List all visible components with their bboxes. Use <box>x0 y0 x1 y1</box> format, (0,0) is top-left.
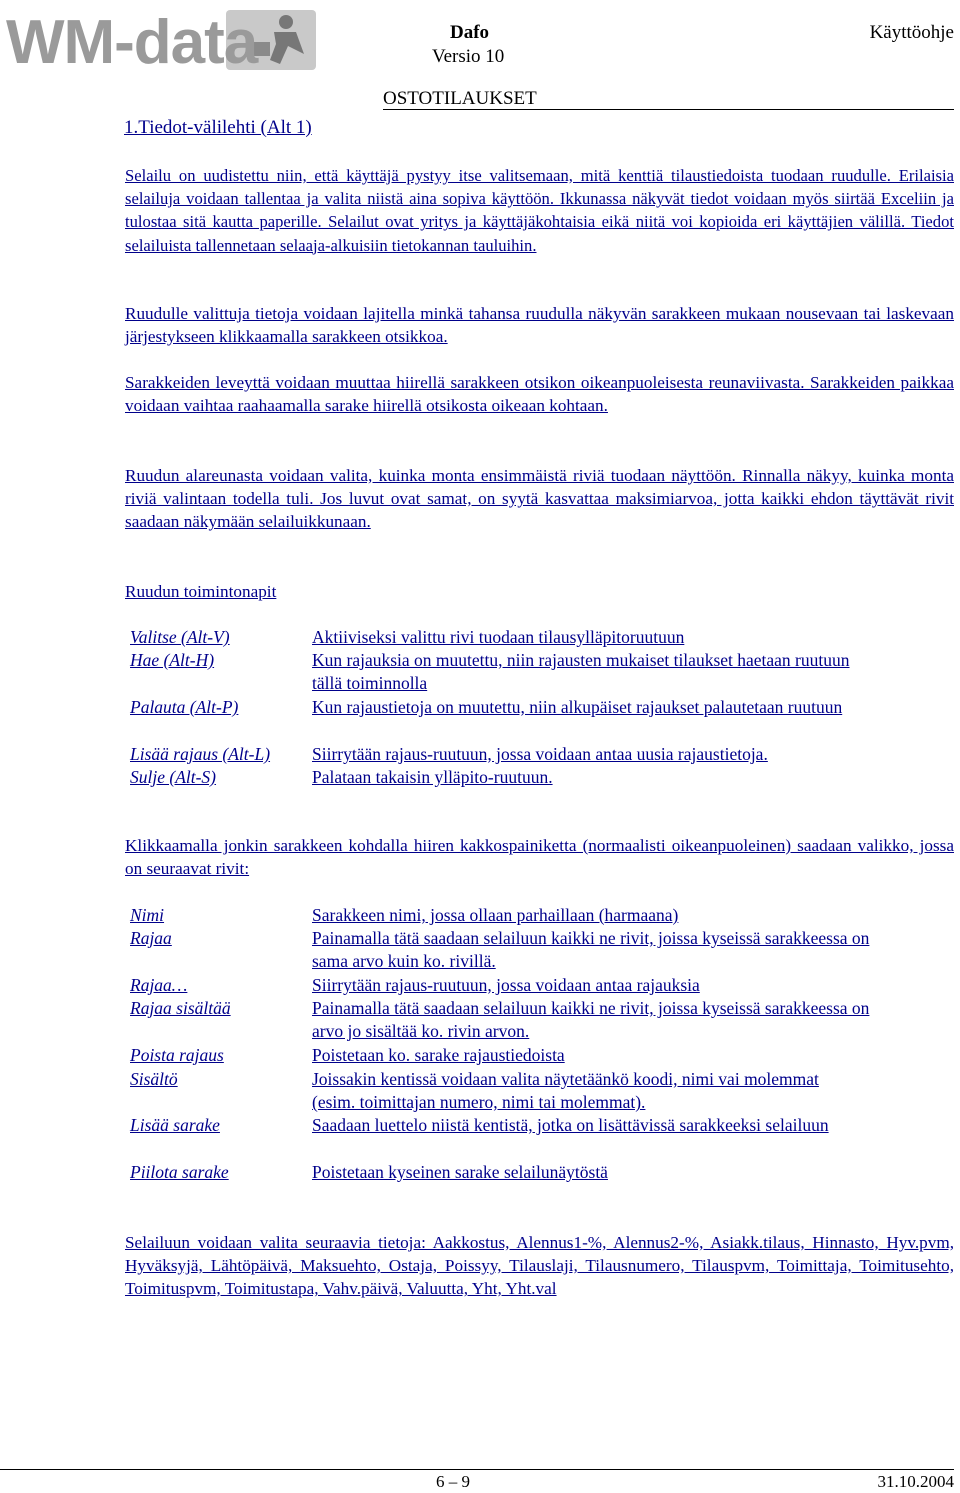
menu-term-sisalto[interactable]: Sisältö <box>130 1069 178 1089</box>
menu-term-lisaa-sarake[interactable]: Lisää sarake <box>130 1115 220 1135</box>
button-term-lisaa-rajaus[interactable]: Lisää rajaus (Alt-L) <box>130 744 271 764</box>
button-term-hae[interactable]: Hae (Alt-H) <box>130 650 215 670</box>
button-desc-sulje[interactable]: Palataan takaisin ylläpito-ruutuun. <box>312 767 553 787</box>
document-type: Käyttöohje <box>869 22 954 43</box>
product-version: Versio 10 <box>432 46 505 67</box>
section-title: OSTOTILAUKSET <box>383 88 537 109</box>
button-desc-palauta[interactable]: Kun rajaustietoja on muutettu, niin alkupäiset rajaukset palautetaan ruutuun <box>312 697 843 717</box>
footer-divider <box>0 1469 954 1470</box>
menu-desc-sisalto[interactable]: Joissakin kentissä voidaan valita näytetäänkö koodi, nimi vai molemmat (esim. toimittajan numero, nimi tai molemmat). <box>312 1069 819 1113</box>
menu-term-rajaa[interactable]: Rajaa <box>130 928 172 948</box>
button-desc-hae[interactable]: Kun rajauksia on muutettu, niin rajausten mukaiset tilaukset haetaan ruutuun tällä toiminnolla <box>312 650 850 694</box>
menu-desc-lisaa-sarake[interactable]: Saadaan luettelo niistä kentistä, jotka on lisättävissä sarakkeeksi selailuun <box>312 1115 829 1135</box>
page-heading[interactable]: 1.Tiedot-välilehti (Alt 1) <box>124 117 312 138</box>
paragraph-valikko[interactable]: Klikkaamalla jonkin sarakkeen kohdalla hiiren kakkospainiketta (normaalisti oikeanpuoleinen) saadaan valikko, jossa on seuraavat rivit: <box>125 836 954 879</box>
menu-desc-rajaa-dialog[interactable]: Siirrytään rajaus-ruutuun, jossa voidaan antaa rajauksia <box>312 975 700 995</box>
paragraph-sarakkeet[interactable]: Sarakkeiden leveyttä voidaan muuttaa hiirellä sarakkeen otsikon oikeanpuoleisesta reunaviivasta. Sarakkeiden paikkaa voidaan vaihtaa raahaamalla sarake hiirellä otsikosta oikeaan kohtaan. <box>125 373 954 416</box>
header-divider <box>383 109 954 110</box>
menu-term-nimi[interactable]: Nimi <box>130 905 165 925</box>
page-number: 6 – 9 <box>436 1472 470 1491</box>
buttons-section-title[interactable]: Ruudun toimintonapit <box>125 582 277 601</box>
button-desc-valitse[interactable]: Aktiiviseksi valittu rivi tuodaan tilausylläpitoruutuun <box>312 627 685 647</box>
menu-term-piilota-sarake[interactable]: Piilota sarake <box>130 1162 229 1182</box>
paragraph-lajittelu[interactable]: Ruudulle valittuja tietoja voidaan lajitella minkä tahansa ruudulla näkyvän sarakkeen mukaan nousevaan tai laskevaan järjestykseen klikkaamalla sarakkeen otsikkoa. <box>125 304 954 347</box>
paragraph-selailu[interactable]: Selailu on uudistettu niin, että käyttäjä pystyy itse valitsemaan, mitä kenttiä tilaustiedoista tuodaan ruudulle. Erilaisia selailuja voidaan tallentaa ja valita niistä aina sopiva käyttöön. Ikkunassa näkyvät tiedot voidaan myös siirtää Exceliin ja tulostaa sitä kautta paperille. Selailut ovat yritys ja käyttäjäkohtaisia eikä niitä voi kopioida eri käyttäjien välillä. Tiedot selailuista tallennetaan selaaja-alkuisiin tietokannan tauluihin. <box>125 166 954 255</box>
menu-term-rajaa-sisaltaa[interactable]: Rajaa sisältää <box>130 998 231 1018</box>
button-term-valitse[interactable]: Valitse (Alt-V) <box>130 627 230 647</box>
logo-text: WM-data <box>6 8 258 77</box>
menu-desc-piilota-sarake[interactable]: Poistetaan kyseinen sarake selailunäytöstä <box>312 1162 608 1182</box>
button-term-palauta[interactable]: Palauta (Alt-P) <box>130 697 239 717</box>
product-name: Dafo <box>450 22 490 43</box>
button-term-sulje[interactable]: Sulje (Alt-S) <box>130 767 217 787</box>
menu-term-rajaa-dialog[interactable]: Rajaa… <box>130 975 188 995</box>
paragraph-kentat[interactable]: Selailuun voidaan valita seuraavia tietoja: Aakkostus, Alennus1-%, Alennus2-%, Asiakk.tilaus, Hinnasto, Hyv.pvm, Hyväksyjä, Lähtöpäivä, Maksuehto, Ostaja, Poissyy, Tilauslaji, Tilausnumero, Tilauspvm, Toimittaja, Toimitusehto, Toimituspvm, Toimitustapa, Vahv.päivä, Valuutta, Yht, Yht.val <box>125 1233 954 1299</box>
menu-desc-rajaa[interactable]: Painamalla tätä saadaan selailuun kaikki ne rivit, joissa kyseissä sarakkeessa on sama arvo kuin ko. rivillä. <box>312 928 870 972</box>
menu-term-poista-rajaus[interactable]: Poista rajaus <box>130 1045 224 1065</box>
button-desc-lisaa-rajaus[interactable]: Siirrytään rajaus-ruutuun, jossa voidaan antaa uusia rajaustietoja. <box>312 744 768 764</box>
document-date: 31.10.2004 <box>877 1472 954 1491</box>
paragraph-rivimaara[interactable]: Ruudun alareunasta voidaan valita, kuinka monta ensimmäistä riviä tuodaan näyttöön. Rinnalla näkyy, kuinka monta riviä valintaan todella tuli. Jos luvut ovat samat, on syytä kasvattaa maksimiarvoa, jotta kaikki ehdon täyttävät rivit saadaan näkymään selailuikkunaan. <box>125 466 954 532</box>
menu-desc-nimi[interactable]: Sarakkeen nimi, jossa ollaan parhaillaan (harmaana) <box>312 905 679 925</box>
menu-desc-rajaa-sisaltaa[interactable]: Painamalla tätä saadaan selailuun kaikki ne rivit, joissa kyseissä sarakkeessa on arvo jo sisältää ko. rivin arvon. <box>312 998 870 1042</box>
wm-data-logo <box>4 2 320 86</box>
menu-desc-poista-rajaus[interactable]: Poistetaan ko. sarake rajaustiedoista <box>312 1045 565 1065</box>
